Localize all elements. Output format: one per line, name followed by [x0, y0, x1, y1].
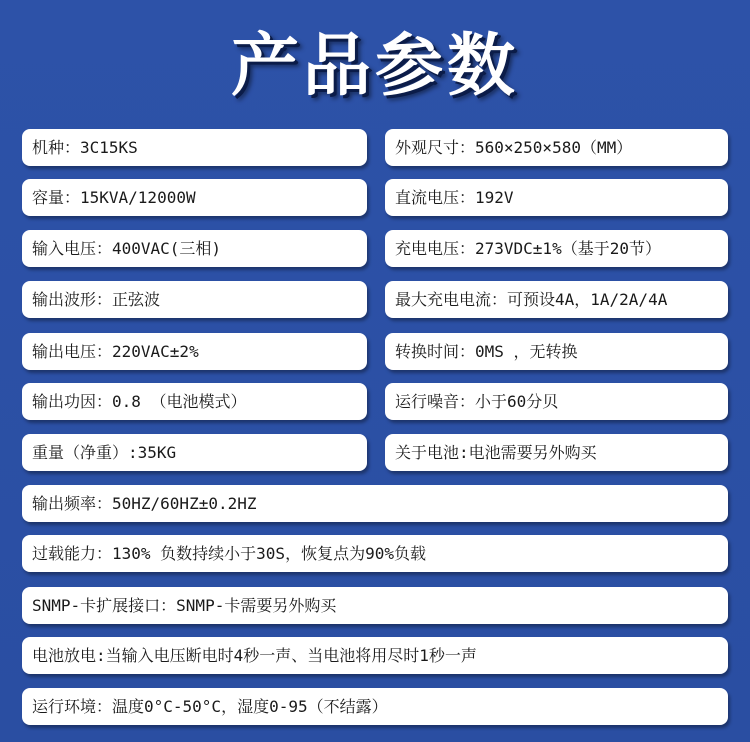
spec-charge-voltage: 充电电压：273VDC±1%（基于20节）: [385, 230, 728, 267]
spec-battery-discharge: 电池放电:当输入电压断电时4秒一声、当电池将用尽时1秒一声: [22, 637, 728, 674]
spec-weight: 重量（净重）:35KG: [22, 434, 367, 471]
spec-input-voltage: 输入电压：400VAC(三相): [22, 230, 367, 267]
spec-dimensions: 外观尺寸：560×250×580（MM）: [385, 129, 728, 166]
spec-output-frequency: 输出频率：50HZ/60HZ±0.2HZ: [22, 485, 728, 522]
page-title: 产品参数: [230, 27, 519, 106]
spec-overload: 过载能力：130% 负数持续小于30S，恢复点为90%负载: [22, 535, 728, 572]
spec-output-voltage: 输出电压：220VAC±2%: [22, 333, 367, 370]
spec-model: 机种：3C15KS: [22, 129, 367, 166]
spec-transfer-time: 转换时间：0MS ，无转换: [385, 333, 728, 370]
spec-noise: 运行噪音：小于60分贝: [385, 383, 728, 420]
spec-environment: 运行环境：温度0°C-50°C，湿度0-95（不结露）: [22, 688, 728, 725]
spec-dc-voltage: 直流电压：192V: [385, 179, 728, 216]
spec-output-waveform: 输出波形：正弦波: [22, 281, 367, 318]
spec-battery-note: 关于电池:电池需要另外购买: [385, 434, 728, 471]
spec-snmp: SNMP-卡扩展接口：SNMP-卡需要另外购买: [22, 587, 728, 624]
spec-max-charge-current: 最大充电电流：可预设4A，1A/2A/4A: [385, 281, 728, 318]
spec-power-factor: 输出功因：0.8 （电池模式）: [22, 383, 367, 420]
spec-capacity: 容量：15KVA/12000W: [22, 179, 367, 216]
